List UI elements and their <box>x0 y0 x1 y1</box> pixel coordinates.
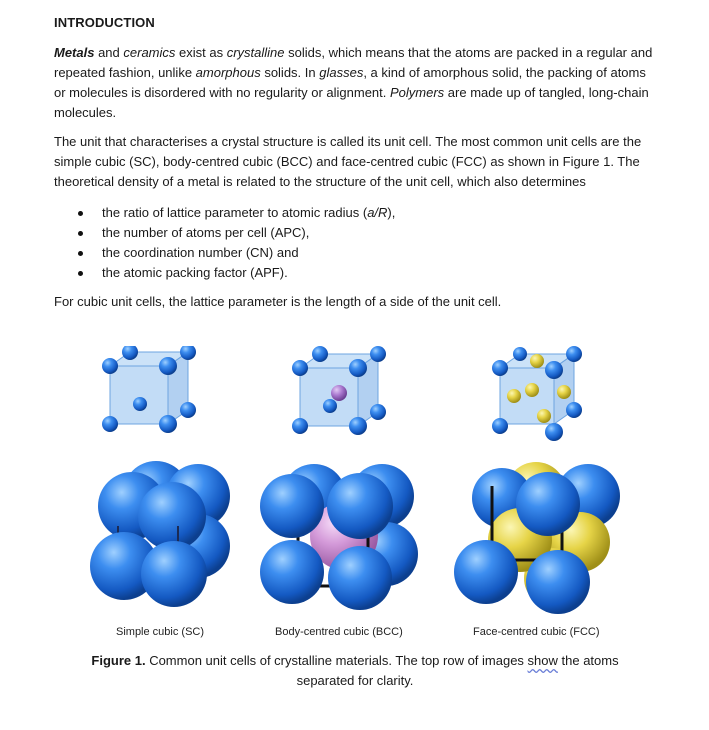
term-polymers: Polymers <box>390 85 445 100</box>
list-item: the ratio of lattice parameter to atomic radius (a/R), <box>54 203 395 223</box>
corner-atom <box>102 358 118 374</box>
corner-atom <box>260 474 324 538</box>
lattice-parameter-paragraph: For cubic unit cells, the lattice parameter is the length of a side of the unit cell. <box>54 294 502 309</box>
bullet-icon <box>78 231 83 236</box>
face-centre-atom <box>530 354 544 368</box>
corner-atom <box>349 417 367 435</box>
term-ceramics: ceramics <box>123 45 176 60</box>
unit-cells-illustration <box>88 346 628 621</box>
corner-atom <box>159 415 177 433</box>
list-item: the number of atoms per cell (APC), <box>54 223 395 243</box>
sc-label: Simple cubic (SC) <box>116 626 205 638</box>
corner-atom <box>138 482 206 550</box>
term-metals: Metals <box>54 45 95 60</box>
determinants-list <box>54 203 395 283</box>
bcc-label: Body-centred cubic (BCC) <box>275 626 403 638</box>
corner-atom <box>102 416 118 432</box>
corner-atom <box>566 402 582 418</box>
unit-cells-figure <box>88 346 628 621</box>
sc-packed-model <box>90 461 230 607</box>
corner-atom <box>141 541 207 607</box>
section-heading: INTRODUCTION <box>54 15 155 30</box>
intro-paragraph: Metals and ceramics exist as crystalline solids, which means that the atoms are packed in a regular and repeated fashion, unlike amorphous solids. In glasses, a kind of amorphous solid, the packing of atoms or molecules is disordered with no regularity or alignment. Polymers are made up of tangled, long-chain molecules. <box>54 45 653 120</box>
corner-atom <box>349 359 367 377</box>
figure-number: Figure 1. <box>91 653 146 668</box>
bullet-icon <box>78 211 83 216</box>
figure-caption: Figure 1. Common unit cells of crystalline materials. The top row of images show the atoms separated for clarity. <box>91 653 619 688</box>
fcc-packed-model <box>454 462 620 614</box>
term-amorphous: amorphous <box>195 65 261 80</box>
corner-atom <box>513 347 527 361</box>
corner-atom <box>292 418 308 434</box>
grammar-flag: show <box>527 653 558 668</box>
body-centre-atom <box>331 385 347 401</box>
corner-atom <box>327 473 393 539</box>
face-centre-atom <box>537 409 551 423</box>
corner-atom <box>370 346 386 362</box>
corner-atom <box>370 404 386 420</box>
bullet-icon <box>78 271 83 276</box>
corner-atom <box>260 540 324 604</box>
corner-atom <box>492 418 508 434</box>
corner-atom <box>292 360 308 376</box>
corner-atom <box>516 472 580 536</box>
corner-atom <box>545 423 563 441</box>
face-centre-atom <box>525 383 539 397</box>
corner-atom <box>159 357 177 375</box>
corner-atom <box>545 361 563 379</box>
corner-atom <box>454 540 518 604</box>
face-centre-atom <box>557 385 571 399</box>
face-centre-atom <box>507 389 521 403</box>
bcc-packed-model <box>260 464 418 610</box>
cell-face <box>300 368 358 426</box>
list-item: the coordination number (CN) and <box>54 243 395 263</box>
corner-atom <box>312 346 328 362</box>
fcc-separated-cell <box>492 346 582 441</box>
list-item: the atomic packing factor (APF). <box>54 263 395 283</box>
corner-atom <box>566 346 582 362</box>
fcc-label: Face-centred cubic (FCC) <box>473 626 600 638</box>
corner-atom <box>328 546 392 610</box>
corner-atom <box>526 550 590 614</box>
corner-atom <box>133 397 147 411</box>
cell-face <box>110 366 168 424</box>
corner-atom <box>323 399 337 413</box>
unit-cell-paragraph: The unit that characterises a crystal structure is called its unit cell. The most common unit cells are the simple cubic (SC), body-centred cubic (BCC) and face-centred cubic (FCC) as shown in Figure 1. The theoretical density of a metal is related to the structure of the unit cell, which also determines <box>54 134 642 189</box>
term-crystalline: crystalline <box>226 45 285 60</box>
corner-atom <box>180 402 196 418</box>
sc-separated-cell <box>102 346 196 433</box>
corner-atom <box>492 360 508 376</box>
bullet-icon <box>78 251 83 256</box>
bcc-separated-cell <box>292 346 386 435</box>
term-glasses: glasses <box>319 65 364 80</box>
